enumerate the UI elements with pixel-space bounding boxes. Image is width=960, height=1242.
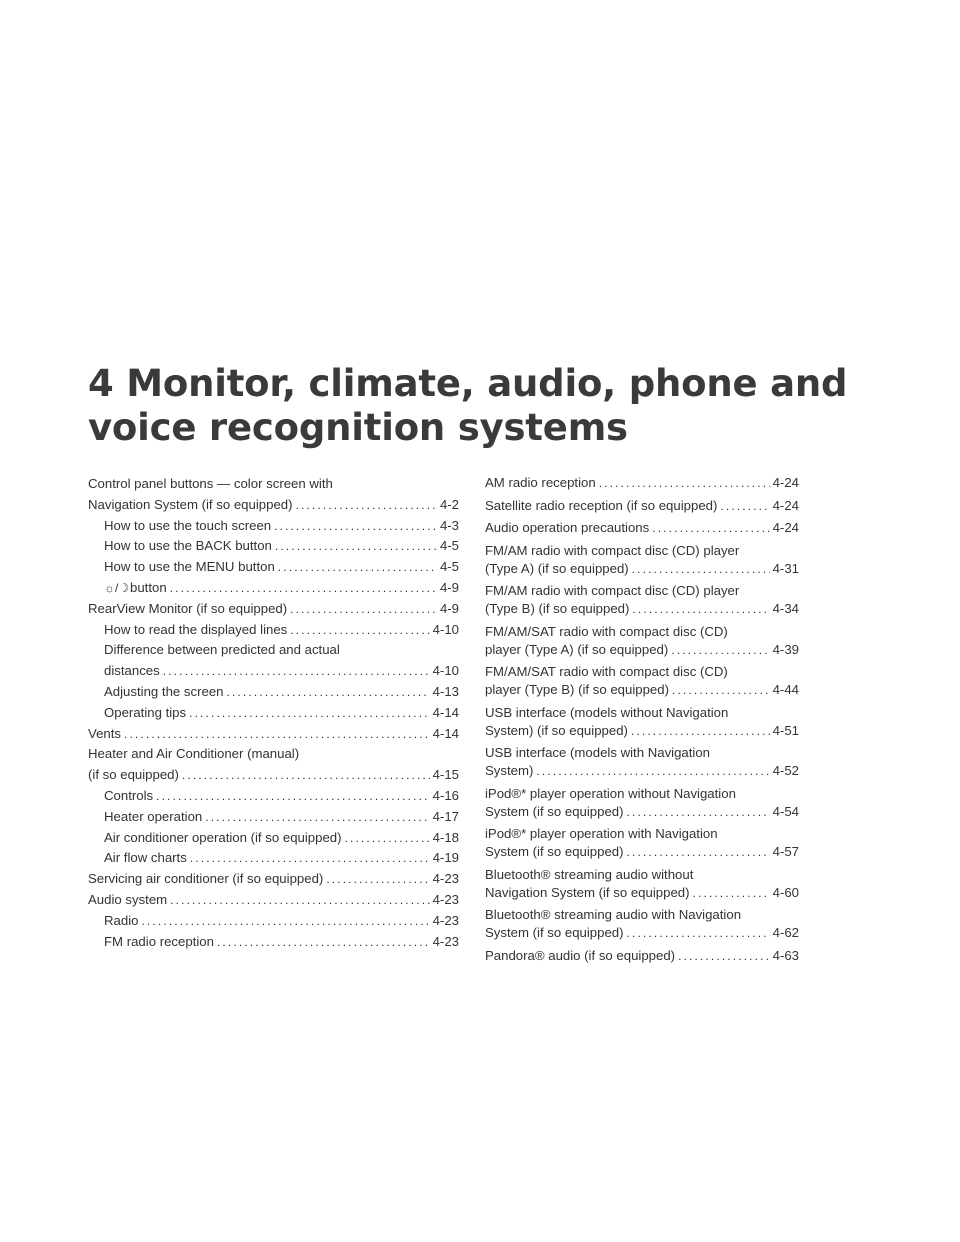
toc-entry-line xyxy=(88,911,459,932)
toc-entry-line xyxy=(485,924,799,942)
toc-entry-line xyxy=(485,582,799,600)
toc-entry-label: Control panel buttons — color screen with xyxy=(88,476,333,491)
toc-entry[interactable] xyxy=(485,582,799,618)
toc-entry-line xyxy=(485,947,799,965)
dot-leader xyxy=(205,807,429,828)
toc-page-number: 4-54 xyxy=(772,803,799,819)
toc-page-number: 4-57 xyxy=(772,844,799,859)
dot-leader xyxy=(599,474,770,492)
dot-leader xyxy=(345,828,430,849)
toc-page-number: 4-23 xyxy=(432,871,459,887)
toc-entry-label: USB interface (models with Navigation xyxy=(485,745,711,760)
toc-entry-label: System (if so equipped) xyxy=(485,925,624,940)
toc-page-number: 4-34 xyxy=(772,601,799,616)
toc-page-number: 4-15 xyxy=(432,767,459,783)
toc-page-number: 4-13 xyxy=(432,683,459,699)
dot-leader xyxy=(290,620,429,641)
toc-entry-label: Vents xyxy=(88,725,121,741)
toc-entry-label: player (Type B) (if so equipped) xyxy=(485,682,669,697)
toc-entry[interactable] xyxy=(88,932,459,953)
toc-entry-label: Navigation System (if so equipped) xyxy=(485,884,690,900)
toc-entry[interactable] xyxy=(485,542,799,578)
toc-entry[interactable] xyxy=(88,682,459,703)
toc-entry-line xyxy=(88,848,459,869)
dot-leader xyxy=(156,786,429,807)
toc-entry-line xyxy=(88,516,459,537)
dot-leader xyxy=(627,924,770,942)
toc-entry-line xyxy=(485,519,799,537)
dot-leader xyxy=(170,578,437,599)
toc-entry[interactable] xyxy=(88,848,459,869)
toc-page-number: 4-19 xyxy=(432,850,459,866)
toc-entry-line xyxy=(88,724,459,745)
dot-leader xyxy=(632,560,770,578)
toc-entry-line xyxy=(485,663,799,681)
toc-entry[interactable] xyxy=(88,703,459,724)
toc-entry-label: System) xyxy=(485,763,534,778)
toc-page-number: 4-24 xyxy=(772,475,799,490)
dot-leader xyxy=(536,762,769,780)
toc-entry-line xyxy=(485,906,799,924)
dot-leader xyxy=(671,641,769,659)
toc-page-number: 4-44 xyxy=(772,682,799,697)
toc-entry[interactable] xyxy=(485,744,799,780)
toc-entry-label: Difference between predicted and actual xyxy=(104,642,340,658)
toc-entry[interactable] xyxy=(88,536,459,557)
toc-entry-line xyxy=(88,578,459,599)
toc-entry-label: How to use the MENU button xyxy=(104,559,275,575)
toc-entry-line xyxy=(485,843,799,861)
toc-entry-label: AM radio reception xyxy=(485,475,596,490)
toc-page-number: 4-10 xyxy=(432,663,459,679)
toc-entry-line xyxy=(88,557,459,578)
toc-entry-line xyxy=(485,623,799,641)
toc-entry-line xyxy=(88,744,459,765)
dot-leader xyxy=(217,932,430,953)
toc-page-number: 4-10 xyxy=(432,621,459,637)
toc-entry[interactable] xyxy=(485,497,799,515)
toc-page-number: 4-23 xyxy=(432,912,459,928)
brightness-day-night-icon: ☼/☽ xyxy=(104,580,130,595)
toc-page-number: 4-23 xyxy=(432,891,459,907)
dot-leader xyxy=(141,911,429,932)
toc-entry-line xyxy=(88,599,459,620)
toc-entry[interactable] xyxy=(485,704,799,740)
toc-entry-line xyxy=(88,828,459,849)
toc-entry-label: FM/AM radio with compact disc (CD) player xyxy=(485,542,740,558)
toc-entry[interactable] xyxy=(485,474,799,492)
toc-entry[interactable] xyxy=(485,623,799,659)
toc-entry-label: USB interface (models without Navigation xyxy=(485,704,729,720)
toc-page-number: 4-9 xyxy=(439,600,459,616)
toc-entry[interactable] xyxy=(485,519,799,537)
dot-leader xyxy=(326,869,429,890)
toc-entry-label: Audio operation precautions xyxy=(485,520,650,535)
toc-entry[interactable] xyxy=(88,807,459,828)
toc-entry-label: RearView Monitor (if so equipped) xyxy=(88,600,288,616)
toc-entry[interactable] xyxy=(88,620,459,641)
toc-entry-label: Pandora® audio (if so equipped) xyxy=(485,947,676,963)
toc-entry[interactable] xyxy=(485,663,799,699)
dot-leader xyxy=(627,803,770,821)
dot-leader xyxy=(170,890,429,911)
toc-entry-label: Audio system xyxy=(88,891,168,907)
dot-leader xyxy=(227,682,430,703)
toc-entry-label: Heater and Air Conditioner (manual) xyxy=(88,746,300,762)
toc-entry[interactable] xyxy=(88,724,459,745)
toc-page-number: 4-5 xyxy=(439,538,459,554)
toc-entry-line xyxy=(485,803,799,821)
toc-entry[interactable] xyxy=(88,557,459,578)
toc-page-number: 4-3 xyxy=(439,517,459,533)
toc-entry-label: System) (if so equipped) xyxy=(485,722,628,738)
toc-page-number: 4-24 xyxy=(772,520,799,535)
toc-left-column xyxy=(88,474,459,952)
toc-entry-label: Servicing air conditioner (if so equipped) xyxy=(88,871,324,887)
dot-leader xyxy=(190,848,430,869)
toc-entry[interactable] xyxy=(88,578,459,599)
toc-entry-label: FM/AM/SAT radio with compact disc (CD) xyxy=(485,664,728,679)
toc-entry-line xyxy=(88,869,459,890)
toc-entry-line xyxy=(485,474,799,492)
toc-entry-line xyxy=(485,825,799,843)
dot-leader xyxy=(631,722,770,740)
toc-entry-line xyxy=(88,703,459,724)
toc-entry-line xyxy=(485,762,799,780)
toc-page-number: 4-14 xyxy=(432,704,459,720)
toc-entry-line xyxy=(485,744,799,762)
toc-entry[interactable] xyxy=(88,599,459,620)
toc-entry-line xyxy=(485,542,799,560)
toc-entry[interactable] xyxy=(88,869,459,890)
toc-page-number: 4-62 xyxy=(772,925,799,940)
toc-entry[interactable] xyxy=(88,744,459,786)
dot-leader xyxy=(163,661,430,682)
dot-leader xyxy=(627,843,770,861)
toc-page-number: 4-60 xyxy=(772,884,799,900)
toc-entry-label: Navigation System (if so equipped) xyxy=(88,496,293,512)
toc-entry-line xyxy=(88,932,459,953)
toc-entry-line xyxy=(485,866,799,884)
toc-entry[interactable] xyxy=(485,866,799,902)
toc-entry-line xyxy=(485,560,799,578)
toc-entry[interactable] xyxy=(485,825,799,861)
toc-page-number: 4-2 xyxy=(439,496,459,512)
toc-entry-line xyxy=(88,620,459,641)
toc-entry-line xyxy=(485,497,799,515)
toc-entry-label: System (if so equipped) xyxy=(485,803,624,819)
toc-entry-label: iPod®* player operation without Navigation xyxy=(485,785,736,801)
toc-entry-label: Radio xyxy=(104,912,139,928)
toc-entry-label: System (if so equipped) xyxy=(485,844,624,859)
toc-entry-line xyxy=(88,640,459,661)
toc-entry-label: Heater operation xyxy=(104,808,203,824)
toc-entry-label: Air conditioner operation (if so equipped) xyxy=(104,829,342,845)
toc-entry-label: (Type A) (if so equipped) xyxy=(485,560,629,576)
dot-leader xyxy=(652,519,769,537)
toc-page-number: 4-17 xyxy=(432,808,459,824)
dot-leader xyxy=(693,884,770,902)
toc-page-number: 4-63 xyxy=(772,947,799,963)
toc-entry-line xyxy=(88,661,459,682)
toc-entry-label: (Type B) (if so equipped) xyxy=(485,601,630,616)
dot-leader xyxy=(182,765,430,786)
toc-page-number: 4-51 xyxy=(772,722,799,738)
toc-page-number: 4-24 xyxy=(772,497,799,513)
toc-entry-line xyxy=(88,786,459,807)
toc-entry-line xyxy=(88,682,459,703)
toc-entry-line xyxy=(485,704,799,722)
dot-leader xyxy=(632,600,769,618)
toc-entry-line xyxy=(88,536,459,557)
dot-leader xyxy=(124,724,430,745)
toc-entry-label: (if so equipped) xyxy=(88,767,179,783)
toc-right-column xyxy=(485,474,799,969)
toc-entry-label: Adjusting the screen xyxy=(104,683,224,699)
dot-leader xyxy=(720,497,769,515)
toc-entry[interactable] xyxy=(485,947,799,965)
toc-page-number: 4-31 xyxy=(772,560,799,576)
toc-entry[interactable] xyxy=(88,474,459,516)
toc-page-number: 4-52 xyxy=(772,763,799,778)
dot-leader xyxy=(274,516,437,537)
dot-leader xyxy=(278,557,437,578)
toc-entry-label: Operating tips xyxy=(104,704,187,720)
toc-entry[interactable] xyxy=(485,785,799,821)
toc-entry-label: distances xyxy=(104,663,160,679)
toc-entry[interactable] xyxy=(88,516,459,537)
toc-entry-line xyxy=(485,641,799,659)
dot-leader xyxy=(189,703,429,724)
toc-entry-label: How to read the displayed lines xyxy=(104,621,288,637)
toc-entry-label: Air flow charts xyxy=(104,850,187,866)
toc-entry-line xyxy=(485,681,799,699)
toc-entry[interactable] xyxy=(88,828,459,849)
chapter-title: 4 Monitor, climate, audio, phone and voice recognition systems xyxy=(88,362,848,449)
dot-leader xyxy=(275,536,437,557)
toc-entry-label: Bluetooth® streaming audio without xyxy=(485,866,694,882)
toc-page-number: 4-18 xyxy=(432,829,459,845)
toc-entry-label: How to use the touch screen xyxy=(104,517,272,533)
toc-entry[interactable] xyxy=(88,890,459,911)
toc-entry-line xyxy=(485,785,799,803)
dot-leader xyxy=(296,495,437,516)
toc-page-number: 4-16 xyxy=(432,787,459,803)
toc-page-number: 4-14 xyxy=(432,725,459,741)
toc-entry[interactable] xyxy=(88,786,459,807)
toc-entry-label: FM/AM radio with compact disc (CD) player xyxy=(485,583,740,598)
toc-entry-line xyxy=(88,495,459,516)
toc-entry[interactable] xyxy=(88,911,459,932)
toc-entry-label: Controls xyxy=(104,787,154,803)
toc-entry-line xyxy=(485,722,799,740)
dot-leader xyxy=(678,947,770,965)
toc-entry-label: FM/AM/SAT radio with compact disc (CD) xyxy=(485,623,728,639)
toc-entry-label: Satellite radio reception (if so equipped) xyxy=(485,497,718,513)
toc-entry-label: iPod®* player operation with Navigation xyxy=(485,826,718,841)
toc-entry-line xyxy=(88,765,459,786)
toc-entry-line xyxy=(485,884,799,902)
toc-entry-label: How to use the BACK button xyxy=(104,538,272,554)
toc-entry-label: player (Type A) (if so equipped) xyxy=(485,641,669,657)
toc-page-number: 4-9 xyxy=(439,579,459,595)
toc-entry[interactable] xyxy=(485,906,799,942)
toc-entry-line xyxy=(88,474,459,495)
toc-page-number: 4-39 xyxy=(772,641,799,657)
toc-entry-label: button xyxy=(130,579,167,595)
toc-entry-line xyxy=(485,600,799,618)
toc-entry[interactable] xyxy=(88,640,459,682)
toc-entry-line xyxy=(88,890,459,911)
toc-entry-label: Bluetooth® streaming audio with Navigation xyxy=(485,907,742,922)
toc-entry-line xyxy=(88,807,459,828)
toc-page-number: 4-5 xyxy=(439,559,459,575)
dot-leader xyxy=(290,599,437,620)
toc-page-number: 4-23 xyxy=(432,933,459,949)
toc-entry-label: FM radio reception xyxy=(104,933,214,949)
dot-leader xyxy=(672,681,770,699)
